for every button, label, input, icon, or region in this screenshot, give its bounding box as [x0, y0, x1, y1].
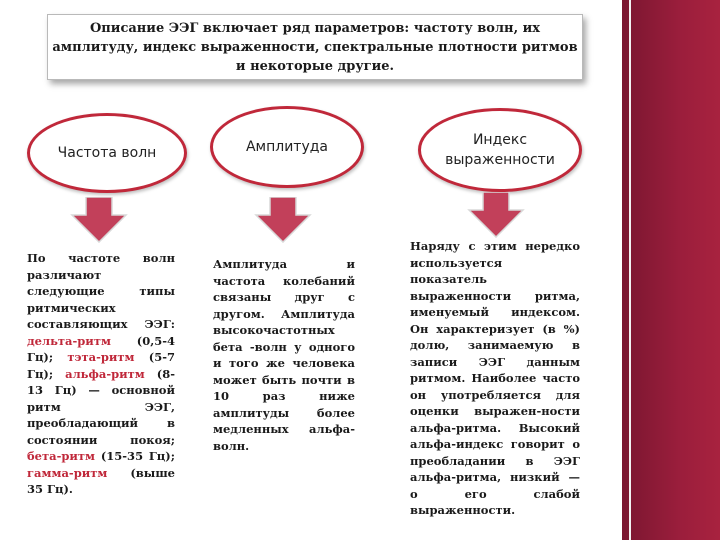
frequency-intro: По частоте волн различают следующие типы ритмических составляющих ЭЭГ:	[27, 251, 175, 331]
theta-rhythm-range: (5-7 Гц);	[27, 350, 175, 381]
title-text: Описание ЭЭГ включает ряд параметров: частоту волн, их амплитуду, индекс выраженности, спектральные плотности ритмов и некоторые другие.	[52, 21, 578, 74]
decorative-side-line	[629, 0, 631, 540]
gamma-rhythm-range: (выше 35 Гц).	[27, 465, 175, 496]
amplitude-description	[213, 256, 355, 454]
oval-amplitude-label: Амплитуда	[245, 139, 329, 155]
oval-index	[418, 108, 582, 192]
beta-rhythm-range: (15-35 Гц);	[100, 449, 175, 463]
down-arrow-icon	[467, 192, 525, 238]
title-box	[47, 14, 583, 80]
oval-frequency-label: Частота волн	[57, 145, 157, 161]
down-arrow-icon	[70, 197, 128, 243]
gamma-rhythm-name: гамма-ритм	[27, 465, 108, 480]
oval-amplitude	[210, 106, 364, 188]
beta-rhythm-name: бета-ритм	[27, 449, 96, 463]
index-description	[410, 238, 580, 519]
delta-rhythm-range: (0,5-4 Гц);	[27, 333, 175, 364]
down-arrow-icon	[254, 197, 312, 243]
alpha-rhythm-range: (8-13 Гц) — основной ритм ЭЭГ, преобладающий в состоянии покоя;	[27, 366, 175, 447]
decorative-side-bar	[622, 0, 720, 540]
oval-frequency	[27, 113, 187, 193]
oval-index-label: Индекс выраженности	[445, 132, 555, 168]
alpha-rhythm-name: альфа-ритм	[65, 366, 145, 381]
index-text: Наряду с этим нередко используется показатель выраженности ритма, именуемый индексом. Он характеризует (в %) долю, занимаемую в записи ЭЭГ данным ритмом. Наиболее часто он употребляется для оценки выражен-ности альфа-ритма. Высокий альфа-индекс говорит о преобладании в ЭЭГ альфа-ритма, низкий — о его слабой выраженности.	[410, 239, 580, 517]
theta-rhythm-name: тэта-ритм	[67, 350, 135, 364]
delta-rhythm-name: дельта-ритм	[27, 333, 111, 348]
frequency-description	[27, 250, 175, 498]
amplitude-text: Амплитуда и частота колебаний связаны друг с другом. Амплитуда высокочастотных бета -волн у одного и того же человека может быть почти в 10 раз ниже амплитуды более медленных альфа-волн.	[213, 257, 355, 453]
